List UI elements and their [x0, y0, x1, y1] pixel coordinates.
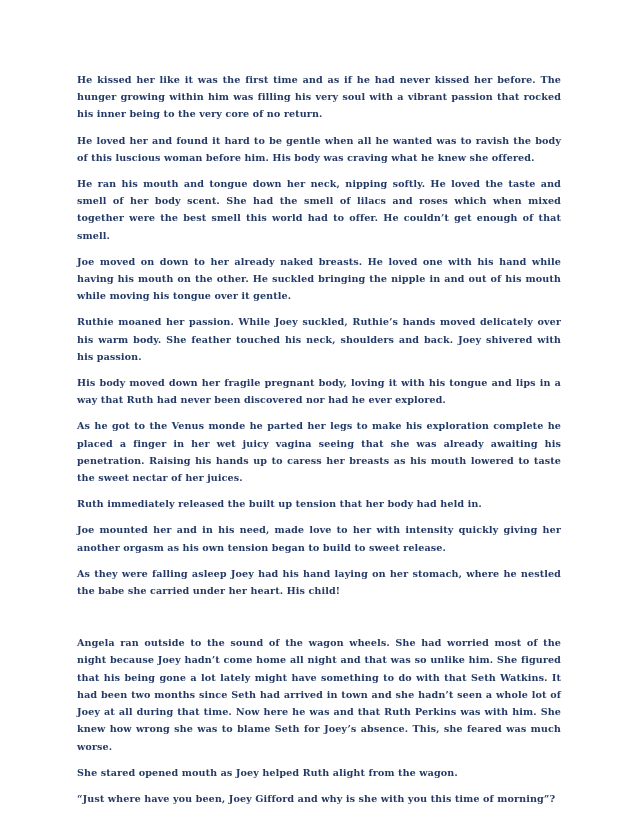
body-text — [77, 72, 561, 817]
paragraph: He ran his mouth and tongue down her neck, nipping softly. He loved the taste and smell of her body scent. She had the smell of lilacs and roses which when mixed together were the best smell this world had to offer. He couldn’t get enough of that smell. — [77, 179, 561, 242]
paragraph: Joe moved on down to her already naked breasts. He loved one with his hand while having his mouth on the other. He suckled bringing the nipple in and out of his mouth while moving his tongue over it gentle. — [77, 256, 561, 303]
paragraph: His body moved down her fragile pregnant body, loving it with his tongue and lips in a way that Ruth had never been discovered nor had he ever explored. — [77, 378, 561, 407]
paragraph: “Just where have you been, Joey Gifford and why is she with you this time of morning”? — [77, 793, 556, 805]
paragraph: As they were falling asleep Joey had his hand laying on her stomach, where he nestled the babe she carried under her heart. His child! — [77, 568, 561, 598]
paragraph: Joe mounted her and in his need, made love to her with intensity quickly giving her another orgasm as his own tension began to build to sweet release. — [77, 525, 561, 554]
paragraph: Ruth immediately released the built up tension that her body had held in. — [77, 499, 482, 511]
paragraph: He loved her and found it hard to be gentle when all he wanted was to ravish the body of this luscious woman before him. His body was craving what he knew she offered. — [77, 135, 561, 164]
paragraph: She stared opened mouth as Joey helped Ruth alight from the wagon. — [77, 767, 458, 779]
paragraph: Ruthie moaned her passion. While Joey suckled, Ruthie’s hands moved delicately over his warm body. She feather touched his neck, shoulders and back. Joey shivered with his passion. — [77, 317, 561, 363]
section-break — [77, 609, 561, 635]
paragraph: Angela ran outside to the sound of the wagon wheels. She had worried most of the night because Joey hadn’t come home all night and that was so unlike him. She figured that his being gone a lot lately might have something to do with that Seth Watkins. It had been two months since Seth had arrived in town and she hadn’t seen a whole lot of Joey at all during that time. Now here he was and that Ruth Perkins was with him. She knew how wrong she was to blame Seth for Joey’s absence. This, she feared was much worse. — [77, 638, 561, 753]
paragraph: As he got to the Venus monde he parted her legs to make his exploration complete he placed a finger in her wet juicy vagina seeing that she was already awaiting his penetration. Raising his hands up to caress her breasts as his mouth lowered to taste the sweet nectar of her juices. — [77, 421, 561, 485]
paragraph: He kissed her like it was the first time and as if he had never kissed her before. The hunger growing within him was filling his very soul with a vibrant passion that rocked his inner being to the very core of no return. — [77, 75, 561, 121]
